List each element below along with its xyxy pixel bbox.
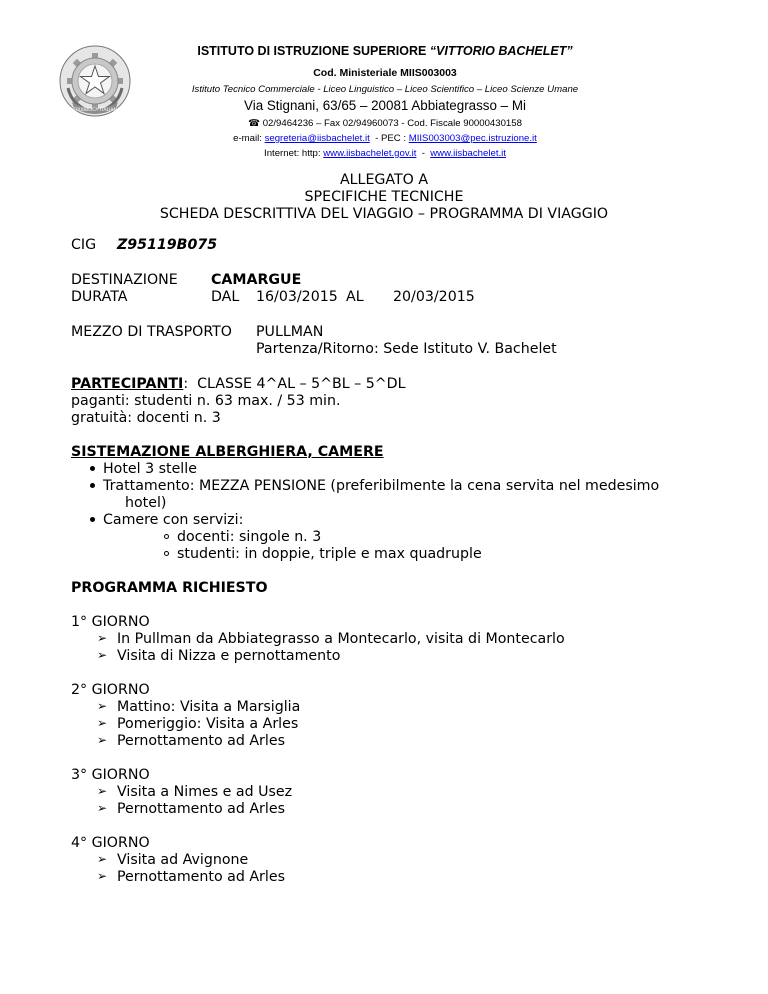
web-label: Internet: http:	[264, 148, 324, 159]
email-line	[150, 133, 620, 144]
website-line	[150, 148, 620, 159]
day-2-item-3-text: Pernottamento ad Arles	[117, 733, 285, 749]
school-address: Via Stignani, 63/65 – 20081 Abbiategrasso – Mi	[244, 98, 526, 113]
day-3-item-2-text: Pernottamento ad Arles	[117, 801, 285, 817]
day-4-title: 4° GIORNO	[71, 835, 150, 851]
day-2-item-2-text: Pomeriggio: Visita a Arles	[117, 716, 299, 732]
day-3-item-1	[97, 784, 292, 801]
destinazione-value: CAMARGUE	[211, 272, 302, 288]
title-specifiche: SPECIFICHE TECNICHE	[304, 189, 464, 205]
bullet-hotel	[90, 461, 197, 478]
emblem-ribbon-text: REPUBBLICA ITALIANA	[70, 108, 120, 113]
arrow-bullet-icon: ➢	[97, 852, 108, 866]
durata-dal: DAL	[211, 289, 240, 305]
durata-date-from: 16/03/2015	[256, 289, 338, 305]
day-4-item-2-text: Pernottamento ad Arles	[117, 869, 285, 885]
mezzo-label: MEZZO DI TRASPORTO	[71, 324, 232, 340]
bullet-camere	[90, 512, 243, 529]
phone-line	[150, 118, 620, 129]
arrow-bullet-icon: ➢	[97, 801, 108, 815]
cig-label: CIG	[71, 237, 97, 253]
arrow-bullet-icon: ➢	[97, 784, 108, 798]
day-4-item-2	[97, 869, 285, 886]
day-1-item-2	[97, 648, 340, 665]
phone-icon: ☎	[248, 118, 261, 129]
arrow-bullet-icon: ➢	[97, 631, 108, 645]
day-2-item-2	[97, 716, 298, 733]
studenti-text: studenti: in doppie, triple e max quadruple	[177, 546, 482, 562]
day-3-title: 3° GIORNO	[71, 767, 150, 783]
ministerial-code: Cod. Ministeriale MIIS003003	[313, 67, 457, 79]
email-link[interactable]: segreteria@iisbachelet.it	[264, 133, 370, 144]
paganti-line: paganti: studenti n. 63 max. / 53 min.	[71, 393, 341, 409]
day-3-item-1-text: Visita a Nimes e ad Usez	[117, 784, 293, 800]
pec-label: - PEC :	[369, 133, 409, 144]
bullet-trattamento	[90, 478, 659, 495]
programma-heading: PROGRAMMA RICHIESTO	[71, 580, 268, 596]
docenti-text: docenti: singole n. 3	[177, 529, 322, 545]
title-scheda: SCHEDA DESCRITTIVA DEL VIAGGIO – PROGRAMMA DI VIAGGIO	[159, 206, 609, 222]
arrow-bullet-icon: ➢	[97, 869, 108, 883]
mezzo-value: PULLMAN	[256, 324, 324, 340]
day-2-item-1-text: Mattino: Visita a Marsiglia	[117, 699, 301, 715]
trattamento-text-cont: hotel)	[125, 495, 167, 511]
day-1-title: 1° GIORNO	[71, 614, 150, 630]
day-2-item-1	[97, 699, 300, 716]
web-separator: -	[416, 148, 431, 159]
website-link-gov[interactable]: www.iisbachelet.gov.it	[323, 148, 417, 159]
pec-link[interactable]: MIIS003003@pec.istruzione.it	[408, 133, 537, 144]
arrow-bullet-icon: ➢	[97, 716, 108, 730]
day-1-item-2-text: Visita di Nizza e pernottamento	[117, 648, 341, 664]
arrow-bullet-icon: ➢	[97, 733, 108, 747]
school-title	[150, 44, 620, 58]
durata-al: AL	[346, 289, 364, 305]
title-allegato: ALLEGATO A	[339, 172, 429, 188]
partecipanti-line	[71, 376, 406, 393]
arrow-bullet-icon: ➢	[97, 699, 108, 713]
camere-text: Camere con servizi:	[103, 512, 244, 528]
subbullet-docenti	[164, 529, 321, 546]
day-4-item-1-text: Visita ad Avignone	[117, 852, 249, 868]
day-4-item-1	[97, 852, 248, 869]
day-1-item-1	[97, 631, 565, 648]
partecipanti-label: PARTECIPANTI	[71, 376, 184, 392]
partecipanti-colon: :	[183, 376, 189, 392]
day-1-item-1-text: In Pullman da Abbiategrasso a Montecarlo, visita di Montecarlo	[117, 631, 565, 647]
school-prefix: ISTITUTO DI ISTRUZIONE SUPERIORE	[197, 44, 430, 58]
phone-text: 02/9464236 – Fax 02/94960073 - Cod. Fiscale 90000430158	[262, 118, 522, 129]
day-3-item-2	[97, 801, 285, 818]
arrow-bullet-icon: ➢	[97, 648, 108, 662]
partenza-ritorno: Partenza/Ritorno: Sede Istituto V. Bachelet	[256, 341, 557, 357]
school-types: Istituto Tecnico Commerciale - Liceo Linguistico – Liceo Scientifico – Liceo Scienze Umane	[191, 84, 579, 95]
website-link[interactable]: www.iisbachelet.it	[430, 148, 506, 159]
cig-value: Z95119B075	[117, 237, 218, 253]
durata-date-to: 20/03/2015	[393, 289, 475, 305]
subbullet-studenti	[164, 546, 482, 563]
trattamento-text: Trattamento: MEZZA PENSIONE (preferibilmente la cena servita nel medesimo	[103, 478, 660, 494]
partecipanti-classes: CLASSE 4^AL – 5^BL – 5^DL	[197, 376, 406, 392]
gratuita-line: gratuità: docenti n. 3	[71, 410, 221, 426]
day-2-title: 2° GIORNO	[71, 682, 150, 698]
sistemazione-heading: SISTEMAZIONE ALBERGHIERA, CAMERE	[71, 444, 384, 460]
hotel-text: Hotel 3 stelle	[103, 461, 197, 477]
destinazione-label: DESTINAZIONE	[71, 272, 178, 288]
italian-republic-emblem-icon	[58, 44, 132, 118]
email-label: e-mail:	[233, 133, 265, 144]
durata-label: DURATA	[71, 289, 128, 305]
school-name: “VITTORIO BACHELET”	[429, 44, 573, 58]
day-2-item-3	[97, 733, 285, 750]
